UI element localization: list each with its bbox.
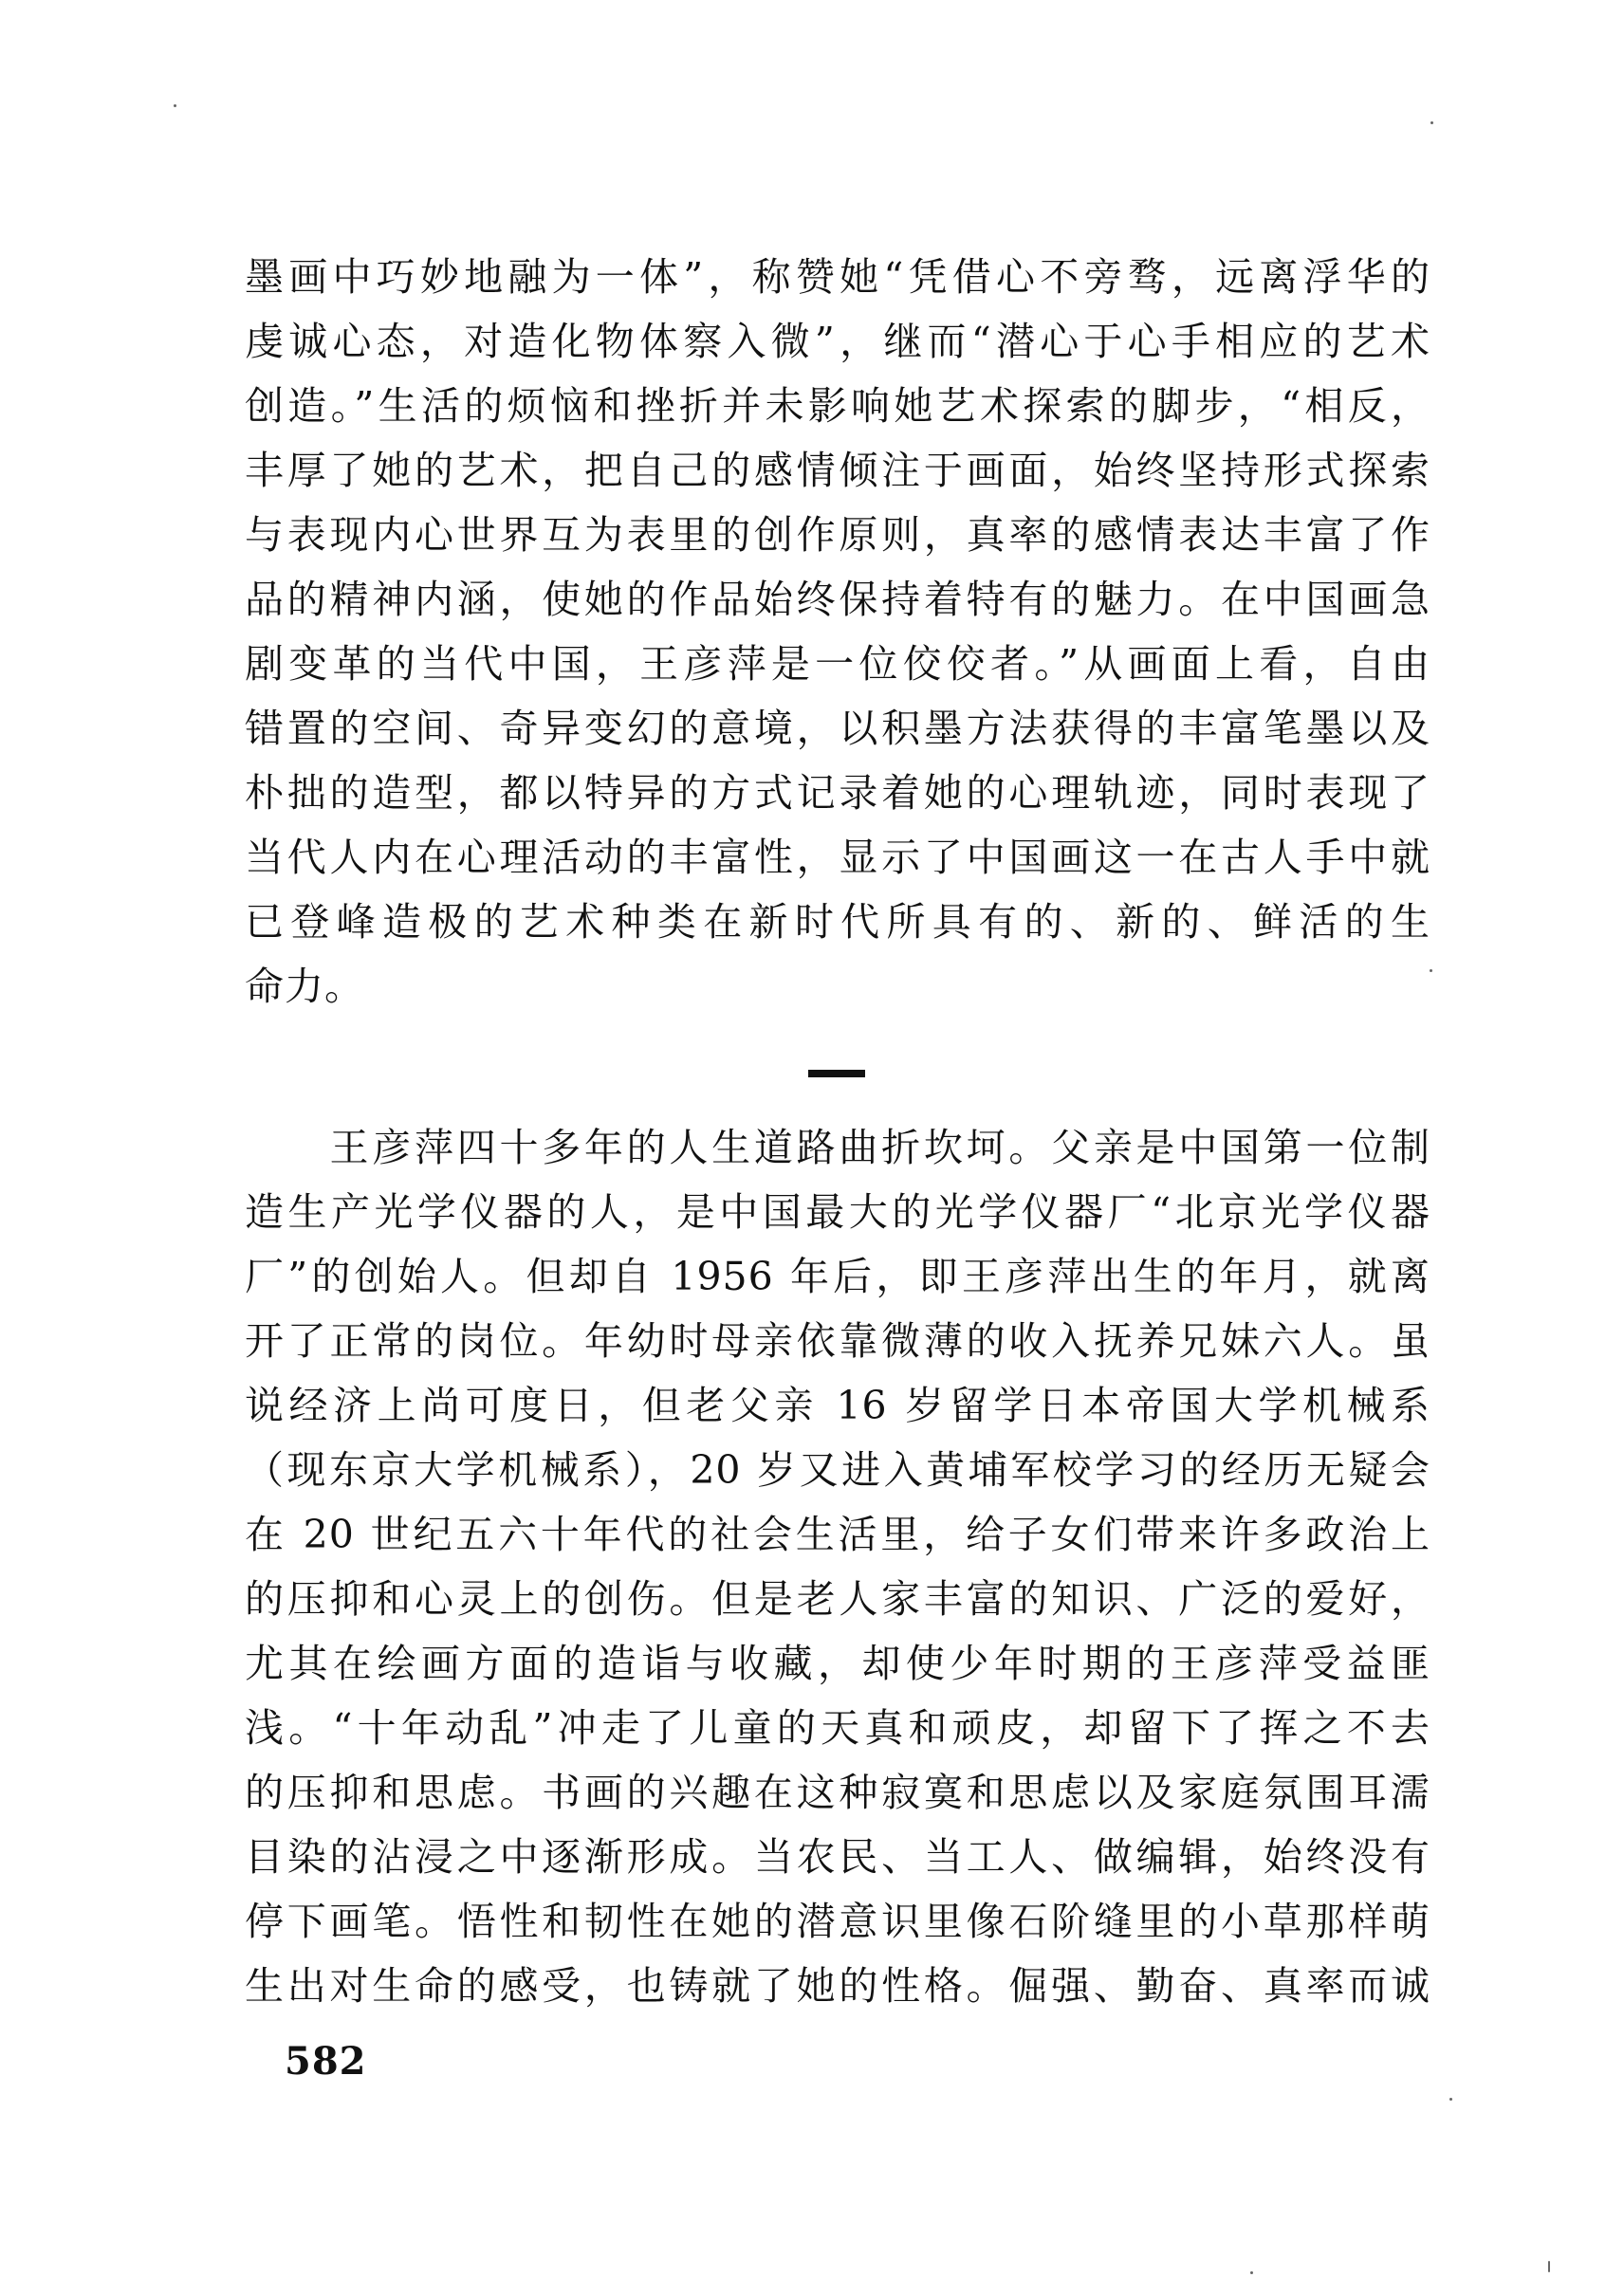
scan-speck bbox=[1548, 2261, 1550, 2272]
text-line: 剧变革的当代中国，王彦萍是一位佼佼者。”从画面上看，自由 bbox=[245, 641, 1430, 687]
page-number: 582 bbox=[285, 2039, 367, 2084]
text-line: 创造。”生活的烦恼和挫折并未影响她艺术探索的脚步，“相反， bbox=[245, 383, 1430, 429]
text-line: 的压抑和心灵上的创伤。但是老人家丰富的知识、广泛的爱好， bbox=[245, 1576, 1430, 1622]
scan-speck bbox=[1449, 2098, 1452, 2101]
scan-speck bbox=[1430, 969, 1432, 972]
text-line: 当代人内在心理活动的丰富性，显示了中国画这一在古人手中就 bbox=[245, 835, 1430, 880]
text-line: 浅。“十年动乱”冲走了儿童的天真和顽皮，却留下了挥之不去 bbox=[245, 1705, 1430, 1751]
text-line: 错置的空间、奇异变幻的意境，以积墨方法获得的丰富笔墨以及 bbox=[245, 706, 1430, 751]
text-line: 生出对生命的感受，也铸就了她的性格。倔强、勤奋、真率而诚 bbox=[245, 1963, 1430, 2009]
paragraph-2 bbox=[245, 1115, 1430, 2018]
text-line: 品的精神内涵，使她的作品始终保持着特有的魅力。在中国画急 bbox=[245, 577, 1430, 622]
text-line: 朴拙的造型，都以特异的方式记录着她的心理轨迹，同时表现了 bbox=[245, 770, 1430, 816]
text-line: 已登峰造极的艺术种类在新时代所具有的、新的、鲜活的生 bbox=[245, 899, 1430, 945]
text-line: （现东京大学机械系），20 岁又进入黄埔军校学习的经历无疑会 bbox=[245, 1447, 1430, 1493]
scan-speck bbox=[174, 104, 176, 107]
text-line: 在 20 世纪五六十年代的社会生活里，给子女们带来许多政治上 bbox=[245, 1512, 1430, 1557]
section-divider-mark bbox=[808, 1070, 865, 1077]
text-line: 的压抑和思虑。书画的兴趣在这种寂寞和思虑以及家庭氛围耳濡 bbox=[245, 1770, 1430, 1815]
paragraph-1 bbox=[245, 245, 1430, 1019]
text-line: 造生产光学仪器的人，是中国最大的光学仪器厂“北京光学仪器 bbox=[245, 1189, 1430, 1235]
text-line: 命力。 bbox=[245, 964, 364, 1009]
text-line: 目染的沾浸之中逐渐形成。当农民、当工人、做编辑，始终没有 bbox=[245, 1834, 1430, 1880]
text-line: 说经济上尚可度日，但老父亲 16 岁留学日本帝国大学机械系 bbox=[245, 1383, 1430, 1428]
text-line: 开了正常的岗位。年幼时母亲依靠微薄的收入抚养兄妹六人。虽 bbox=[245, 1318, 1430, 1364]
scan-speck bbox=[1250, 2271, 1253, 2274]
text-line: 停下画笔。悟性和韧性在她的潜意识里像石阶缝里的小草那样萌 bbox=[245, 1899, 1430, 1944]
text-line: 王彦萍四十多年的人生道路曲折坎坷。父亲是中国第一位制 bbox=[245, 1125, 1430, 1170]
scan-speck bbox=[1430, 121, 1433, 124]
text-line: 墨画中巧妙地融为一体”，称赞她“凭借心不旁骛，远离浮华的 bbox=[245, 254, 1430, 300]
text-line: 与表现内心世界互为表里的创作原则，真率的感情表达丰富了作 bbox=[245, 512, 1430, 558]
text-line: 虔诚心态，对造化物体察入微”，继而“潜心于心手相应的艺术 bbox=[245, 319, 1430, 364]
text-line: 尤其在绘画方面的造诣与收藏，却使少年时期的王彦萍受益匪 bbox=[245, 1641, 1430, 1686]
text-line: 丰厚了她的艺术，把自己的感情倾注于画面，始终坚持形式探索 bbox=[245, 448, 1430, 493]
text-line: 厂”的创始人。但却自 1956 年后，即王彦萍出生的年月，就离 bbox=[245, 1254, 1430, 1299]
